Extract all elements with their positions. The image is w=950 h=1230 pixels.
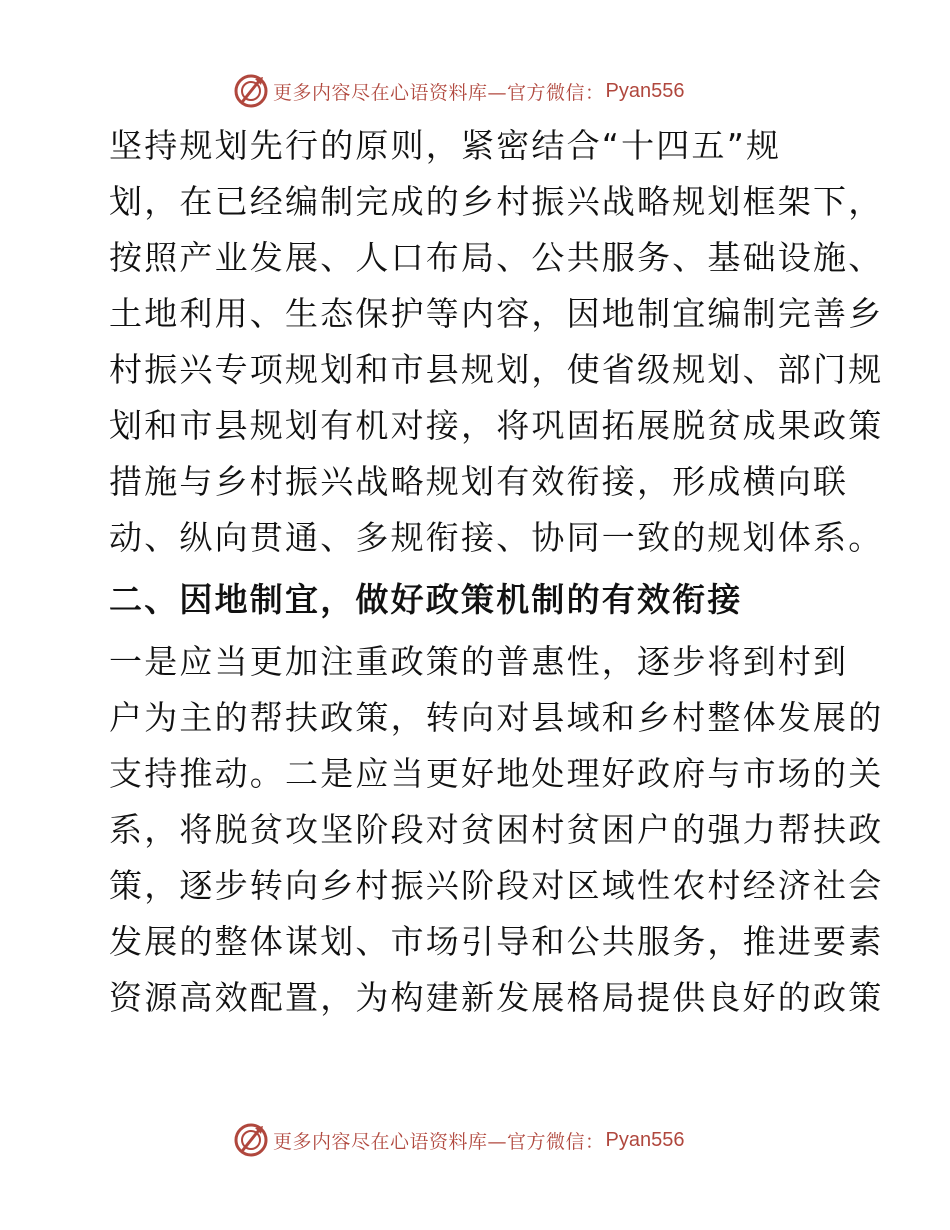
footer-watermark	[233, 1120, 684, 1160]
text-line: 系，将脱贫攻坚阶段对贫困村贫困户的强力帮扶政	[109, 810, 884, 849]
text-line: 措施与乡村振兴战略规划有效衔接，形成横向联	[109, 462, 849, 501]
brand-logo-icon	[233, 1122, 269, 1158]
text-line: 策，逐步转向乡村振兴阶段对区域性农村经济社会	[109, 866, 884, 905]
text-line: 动、纵向贯通、多规衔接、协同一致的规划体系。	[109, 518, 884, 557]
section-heading-2: 二、因地制宜，做好政策机制的有效衔接	[109, 580, 743, 619]
text-line: 坚持规划先行的原则，紧密结合“十四五”规	[109, 126, 782, 165]
document-body	[97, 118, 884, 1026]
watermark-wechat-id: Pyan556	[605, 1128, 685, 1151]
watermark-text: 更多内容尽在心语资料库—官方微信：	[273, 81, 605, 104]
text-line: 划，在已经编制完成的乡村振兴战略规划框架下，	[109, 182, 884, 221]
watermark-text: 更多内容尽在心语资料库—官方微信：	[273, 1130, 605, 1153]
paragraph-policy	[97, 634, 884, 1026]
text-line: 支持推动。二是应当更好地处理好政府与市场的关	[109, 754, 884, 793]
text-line: 按照产业发展、人口布局、公共服务、基础设施、	[109, 238, 884, 277]
header-watermark	[233, 71, 684, 111]
text-line: 资源高效配置，为构建新发展格局提供良好的政策	[109, 978, 884, 1017]
paragraph-planning	[97, 118, 884, 566]
text-line: 户为主的帮扶政策，转向对县域和乡村整体发展的	[109, 698, 884, 737]
text-line: 村振兴专项规划和市县规划，使省级规划、部门规	[109, 350, 884, 389]
text-line: 发展的整体谋划、市场引导和公共服务，推进要素	[109, 922, 884, 961]
text-line: 一是应当更加注重政策的普惠性，逐步将到村到	[109, 642, 849, 681]
text-line: 土地利用、生态保护等内容，因地制宜编制完善乡	[109, 294, 884, 333]
watermark-wechat-id: Pyan556	[605, 79, 685, 102]
brand-logo-icon	[233, 73, 269, 109]
text-line: 划和市县规划有机对接，将巩固拓展脱贫成果政策	[109, 406, 884, 445]
